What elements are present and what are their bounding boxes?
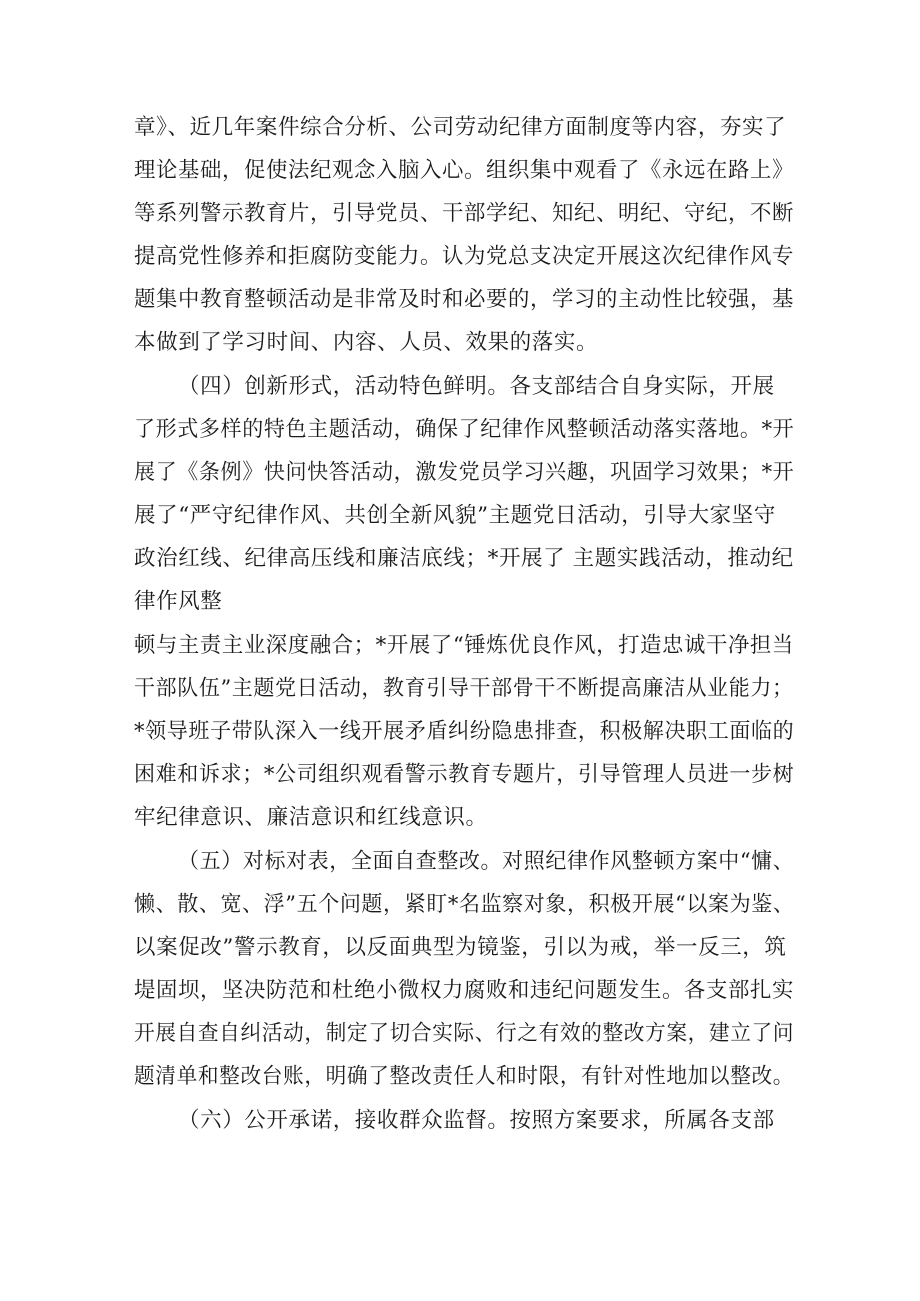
text-line: 理论基础，促使法纪观念入脑入心。组织集中观看了《永远在路上》 (134, 158, 795, 183)
text-line: 提高党性修养和拒腐防变能力。认为党总支决定开展这次纪律作风专 (134, 244, 795, 269)
text-line: 堤固坝，坚决防范和杜绝小微权力腐败和违纪问题发生。各支部扎实 (134, 978, 795, 1003)
text-line: 题清单和整改台账，明确了整改责任人和时限，有针对性地加以整改。 (134, 1064, 795, 1089)
text-line: 牢纪律意识、廉洁意识和红线意识。 (134, 805, 488, 830)
text-line: *领导班子带队深入一线开展矛盾纠纷隐患排查，积极解决职工面临的 (134, 719, 795, 744)
text-line: 展了《条例》快问快答活动，激发党员学习兴趣，巩固学习效果；*开 (134, 460, 795, 485)
paragraph-heading-5: （五）对标对表，全面自查整改。对照纪律作风整顿方案中“慵、 (178, 849, 795, 874)
paragraph-heading-4: （四）创新形式，活动特色鲜明。各支部结合自身实际，开展 (178, 374, 775, 399)
text-line: 展了“严守纪律作风、共创全新风貌”主题党日活动，引导大家坚守 (134, 503, 776, 528)
text-line: 政治红线、纪律高压线和廉洁底线；*开展了 主题实践活动，推动纪 (134, 546, 794, 571)
text-line: 开展自查自纠活动，制定了切合实际、行之有效的整改方案，建立了问 (134, 1021, 795, 1046)
text-line: 等系列警示教育片，引导党员、干部学纪、知纪、明纪、守纪，不断 (134, 201, 795, 226)
text-line: 本做到了学习时间、内容、人员、效果的落实。 (134, 330, 599, 355)
text-line: 干部队伍”主题党日活动，教育引导干部骨干不断提高廉洁从业能力； (134, 676, 794, 701)
text-line: 律作风整 (134, 589, 223, 614)
text-line: 困难和诉求；*公司组织观看警示教育专题片，引导管理人员进一步树 (134, 762, 795, 787)
text-line: 题集中教育整顿活动是非常及时和必要的，学习的主动性比较强，基 (134, 287, 795, 312)
text-line: 懒、散、宽、浮”五个问题，紧盯*名监察对象，积极开展“以案为鉴、 (134, 892, 795, 917)
text-line: 顿与主责主业深度融合；*开展了“锤炼优良作风，打造忠诚干净担当 (134, 633, 794, 658)
text-line: 了形式多样的特色主题活动，确保了纪律作风整顿活动落实落地。*开 (134, 417, 795, 442)
text-line: 章》、近几年案件综合分析、公司劳动纪律方面制度等内容，夯实了 (134, 115, 787, 140)
text-line: 以案促改”警示教育，以反面典型为镜鉴，引以为戒，举一反三，筑 (134, 935, 787, 960)
paragraph-heading-6: （六）公开承诺，接收群众监督。按照方案要求，所属各支部 (178, 1108, 775, 1133)
